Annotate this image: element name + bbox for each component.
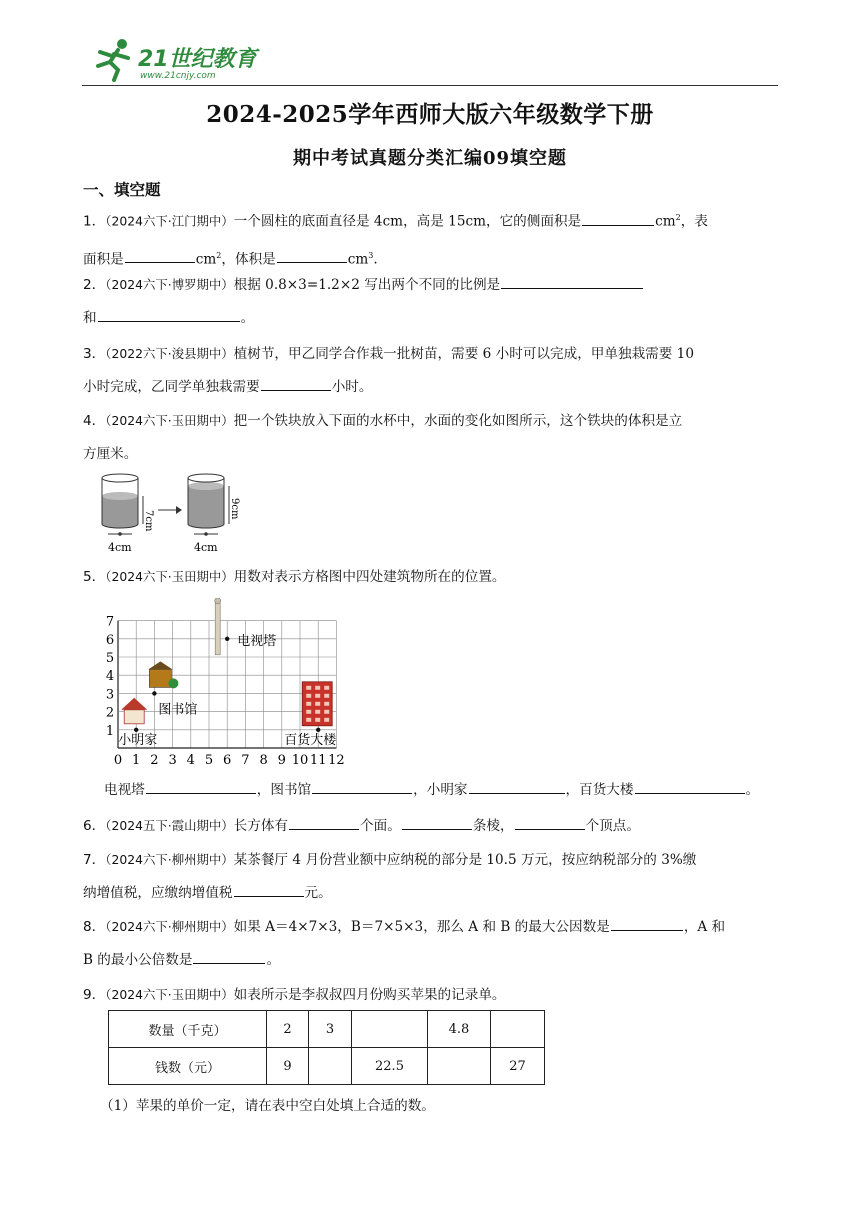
- table-cell[interactable]: [352, 1011, 428, 1048]
- x-tick-label: 2: [150, 753, 159, 768]
- height-label-2: 9cm: [229, 498, 240, 520]
- home-point: [134, 728, 138, 732]
- question-5: 5．（2024六下·玉田期中）用数对表示方格图中四处建筑物所在的位置。: [83, 569, 506, 585]
- question-4: 4．（2024六下·玉田期中）把一个铁块放入下面的水杯中，水面的变化如图所示，这个铁块的体积是立 方厘米。: [83, 413, 683, 462]
- height-label-1: 7cm: [143, 510, 154, 532]
- answer-blank[interactable]: [402, 815, 472, 830]
- diameter-label-1: 4cm: [108, 541, 132, 554]
- store-label: 百货大楼: [284, 732, 337, 748]
- answer-blank[interactable]: [501, 274, 643, 289]
- answer-blank[interactable]: [312, 779, 412, 794]
- question-5-answers: 电视塔 ，图书馆 ，小明家 ，百货大楼 。: [104, 774, 759, 807]
- store-window: [306, 686, 311, 690]
- question-6: 6．（2024五下·霞山期中）长方体有 个面。 条棱， 个顶点。: [83, 809, 783, 843]
- store-window: [306, 710, 311, 714]
- question-3: 3．（2022六下·浚县期中）植树节，甲乙同学合作栽一批树苗，需要 6 小时可以完成，甲单独栽需要 10 小时完成，乙同学单独栽需要 小时。: [83, 346, 694, 395]
- logo-url: www.21cnjy.com: [140, 71, 216, 81]
- answer-blank[interactable]: [515, 815, 585, 830]
- home-label: 小明家: [118, 732, 158, 748]
- table-cell: 2: [267, 1011, 309, 1048]
- x-tick-label: 3: [168, 753, 177, 768]
- store-window: [315, 710, 320, 714]
- table-cell: 22.5: [352, 1048, 428, 1085]
- question-9-part-1: （1）苹果的单价一定，请在表中空白处填上合适的数。: [100, 1098, 435, 1114]
- table-row: [109, 1011, 545, 1048]
- store-window: [315, 686, 320, 690]
- diameter-label-2: 4cm: [194, 541, 218, 554]
- y-tick-label: 4: [105, 669, 115, 685]
- answer-blank[interactable]: [98, 307, 240, 322]
- header-divider: [82, 85, 778, 86]
- answer-blank[interactable]: [261, 376, 331, 391]
- store-window: [324, 718, 329, 722]
- question-1: 1．（2024六下·江门期中）一个圆柱的底面直径是 4cm，高是 15cm，它的侧面积是 $cm^2$，表 面积是 $cm^2$，体积是 $cm^3$.: [83, 201, 783, 276]
- table-cell: 数量（千克）: [109, 1011, 267, 1048]
- answer-blank[interactable]: [277, 248, 347, 263]
- tv-tower-icon: [215, 603, 220, 655]
- library-point: [152, 691, 156, 695]
- store-window: [315, 702, 320, 706]
- library-tree: [168, 678, 178, 688]
- x-tick-label: 4: [186, 753, 195, 768]
- home-roof: [121, 698, 147, 710]
- question-9: 9．（2024六下·玉田期中）如表所示是李叔叔四月份购买苹果的记录单。: [83, 987, 506, 1003]
- cup-after: [188, 474, 229, 536]
- store-window: [306, 718, 311, 722]
- x-tick-label: 11: [309, 753, 327, 768]
- answer-blank[interactable]: [146, 779, 256, 794]
- arrow-icon: [158, 506, 182, 514]
- answer-blank[interactable]: [469, 779, 565, 794]
- library-icon: [149, 669, 171, 687]
- page-subtitle: 期中考试真题分类汇编09填空题: [292, 148, 568, 169]
- table-cell[interactable]: [491, 1011, 545, 1048]
- table-cell: 钱数（元）: [109, 1048, 267, 1085]
- question-8: 8．（2024六下·柳州期中）如果 A＝4×7×3，B＝7×5×3，那么 A 和 B 的最大公因数是 ，A 和 B 的最小公倍数是 。: [83, 910, 783, 977]
- answer-blank[interactable]: [635, 779, 745, 794]
- tv-tower-point: [225, 637, 229, 641]
- x-tick-label: 12: [328, 753, 345, 768]
- x-tick-label: 10: [291, 753, 309, 768]
- table-cell[interactable]: [309, 1048, 352, 1085]
- table-cell: 27: [491, 1048, 545, 1085]
- x-tick-label: 0: [113, 753, 123, 768]
- page-title: 2024-2025学年西师大版六年级数学下册: [206, 101, 654, 128]
- x-tick-label: 1: [132, 753, 141, 768]
- answer-blank[interactable]: [234, 882, 304, 897]
- table-cell[interactable]: [428, 1048, 491, 1085]
- x-tick-label: 5: [204, 753, 214, 768]
- store-window: [324, 694, 329, 698]
- grid-figure: [96, 598, 366, 776]
- apple-record-table: [108, 1010, 545, 1085]
- y-tick-label: 3: [105, 687, 115, 703]
- x-tick-label: 9: [277, 753, 286, 768]
- y-tick-label: 6: [105, 632, 115, 648]
- y-tick-label: 2: [105, 705, 115, 721]
- store-window: [315, 694, 320, 698]
- library-label: 图书馆: [158, 702, 198, 718]
- x-tick-label: 6: [223, 753, 232, 768]
- store-window: [306, 702, 311, 706]
- x-tick-label: 7: [241, 753, 250, 768]
- store-window: [324, 686, 329, 690]
- tv-tower-top: [215, 598, 221, 604]
- table-row: [109, 1048, 545, 1085]
- question-7: 7．（2024六下·柳州期中）某茶餐厅 4 月份营业额中应纳税的部分是 10.5 万元，按应纳税部分的 3%缴 纳增值税，应缴纳增值税 元。: [83, 852, 697, 901]
- x-tick-label: 8: [259, 753, 268, 768]
- answer-blank[interactable]: [193, 949, 265, 964]
- cup-before: [102, 474, 143, 536]
- table-cell: 9: [267, 1048, 309, 1085]
- answer-blank[interactable]: [582, 211, 654, 226]
- home-icon: [124, 710, 144, 724]
- y-tick-label: 7: [105, 614, 115, 630]
- store-window: [315, 718, 320, 722]
- store-window: [306, 694, 311, 698]
- store-window: [324, 710, 329, 714]
- store-point: [316, 728, 320, 732]
- y-tick-label: 1: [105, 723, 115, 739]
- table-cell[interactable]: 3: [309, 1011, 352, 1048]
- section-heading: 一、填空题: [83, 180, 161, 199]
- library-roof: [148, 661, 172, 669]
- store-window: [324, 702, 329, 706]
- answer-blank[interactable]: [611, 916, 683, 931]
- question-2: 2．（2024六下·博罗期中）根据 0.8×3=1.2×2 写出两个不同的比例是 和 。: [83, 268, 783, 335]
- cup-figure: [96, 470, 256, 560]
- y-tick-label: 5: [105, 651, 115, 666]
- tv-tower-label: 电视塔: [237, 633, 277, 649]
- brand-logo: [88, 36, 268, 82]
- logo-mark: 21世纪教育: [138, 47, 257, 72]
- table-cell: 4.8: [428, 1011, 491, 1048]
- answer-blank[interactable]: [289, 815, 359, 830]
- answer-blank[interactable]: [125, 248, 195, 263]
- runner-icon: [98, 39, 128, 80]
